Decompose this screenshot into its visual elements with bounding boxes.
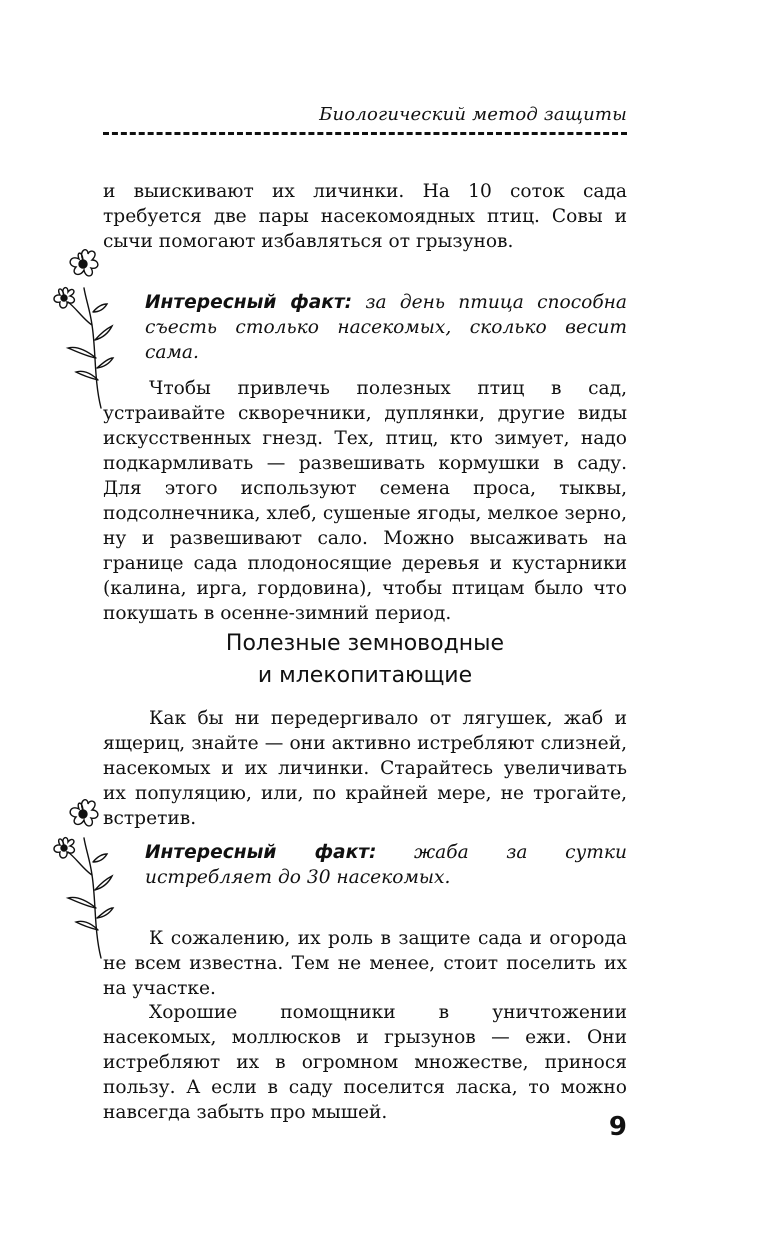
fact-text: жаба за сутки истребляет до 30 насекомых.	[145, 842, 627, 888]
paragraph: Как бы ни передергивало от лягушек, жаб и ящериц, знайте — они активно истребляют слизней, насекомых и их личинки. Старайтесь увеличивать их популяцию, или, по крайней мере, не трогайте, встретив.	[103, 708, 627, 829]
interesting-fact	[145, 840, 627, 890]
page-number: 9	[608, 1112, 627, 1142]
header-dashed-rule	[103, 132, 627, 135]
running-header	[103, 104, 627, 148]
section-heading-line: Полезные земноводные	[225, 631, 505, 656]
fact-text: за день птица способна съесть столько насекомых, сколько весит сама.	[145, 292, 627, 363]
paragraph: К сожалению, их роль в защите сада и огорода не всем известна. Тем не менее, стоит поселить их на участке.	[103, 928, 627, 999]
fact-label: Интересный факт:	[145, 842, 377, 863]
paragraph: Чтобы привлечь полезных птиц в сад, устраивайте скворечники, дуплянки, другие виды искусственных гнезд. Тех, птиц, кто зимует, надо подкармливать — развешивать кормушки в саду. Для этого используют семена проса, тыквы, подсолнечника, хлеб, сушеные ягоды, мелкое зерно, ну и развешивают сало. Можно высаживать на границе сада плодоносящие деревья и кустарники (калина, ирга, гордовина), чтобы птицам было что покушать в осенне-зимний период.	[103, 378, 627, 624]
section-heading-line: и млекопитающие	[257, 663, 473, 688]
interesting-fact	[145, 290, 627, 365]
paragraph: Хорошие помощники в уничтожении насекомых, моллюсков и грызунов — ежи. Они истребляют их в огромном множестве, принося пользу. А если в саду поселится ласка, то можно навсегда забыть про мышей.	[103, 1002, 627, 1123]
paragraph: и выискивают их личинки. На 10 соток сада требуется две пары насекомоядных птиц. Совы и сычи помогают избавляться от грызунов.	[103, 181, 627, 252]
fact-label: Интересный факт:	[145, 292, 353, 313]
running-header-title: Биологический метод защиты	[319, 104, 627, 125]
section-heading	[103, 628, 627, 692]
